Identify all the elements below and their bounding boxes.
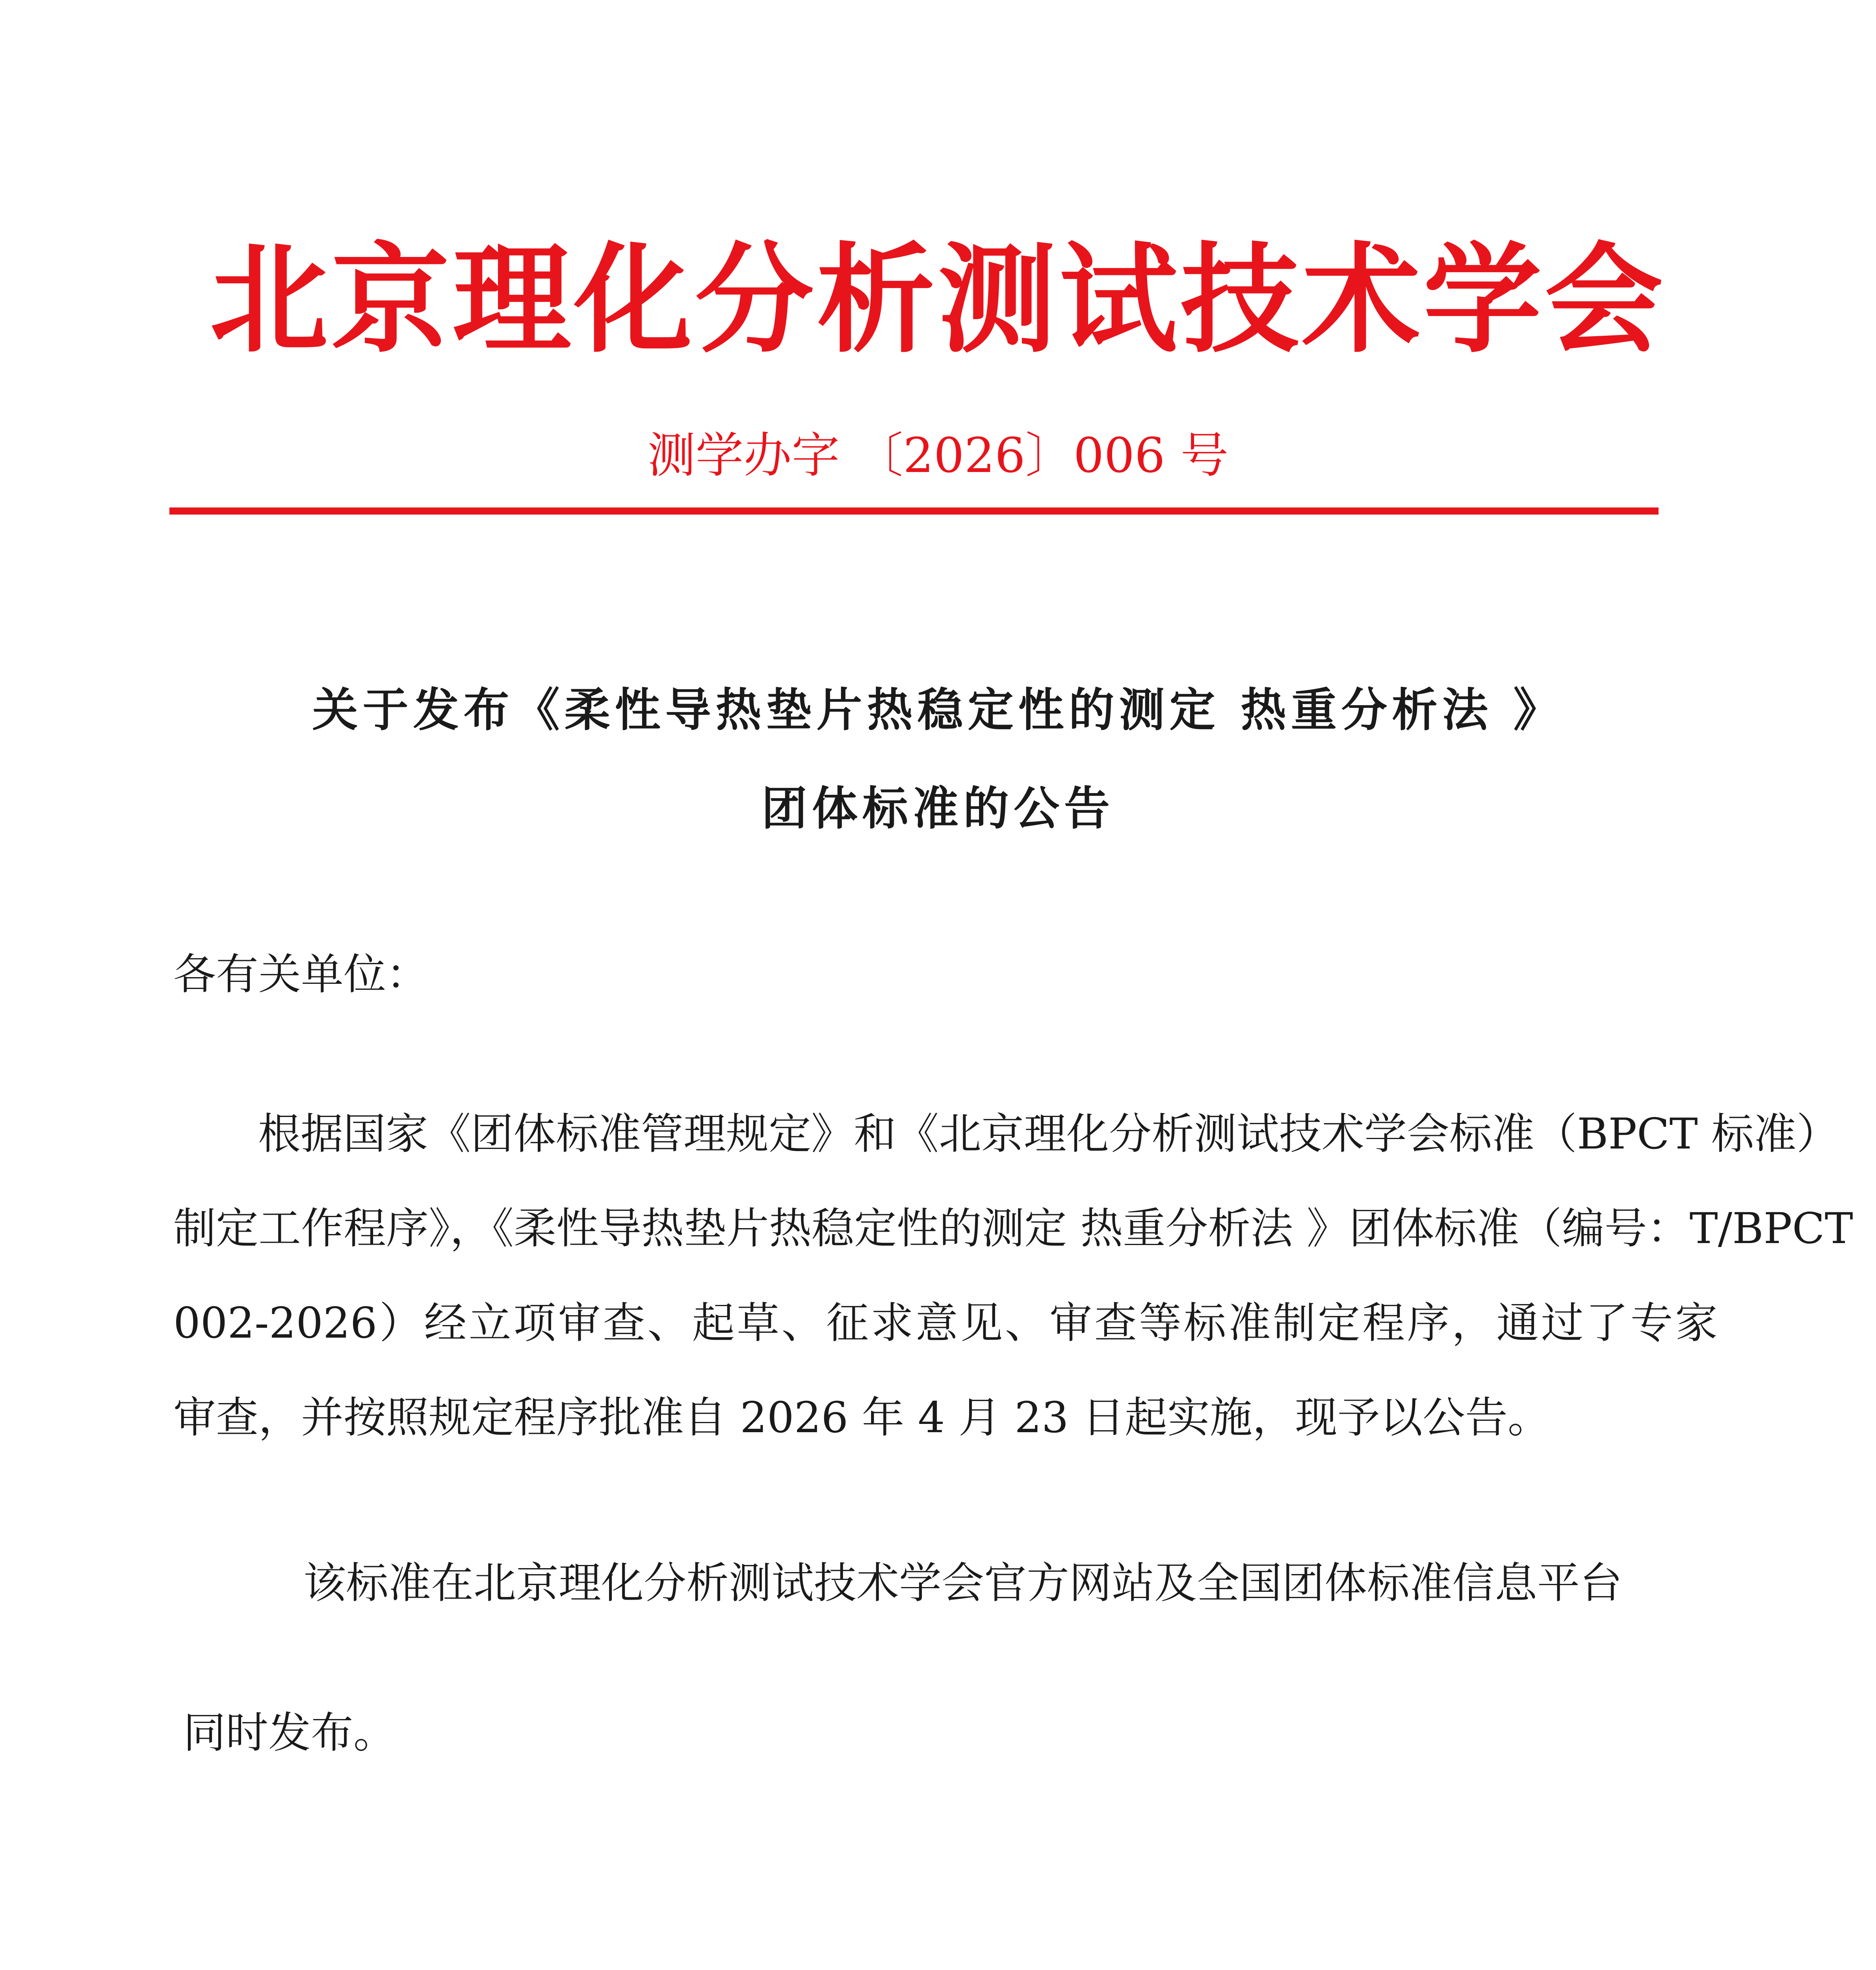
salutation: 各有关单位： [173,950,429,999]
notice-title-line-1: 关于发布《柔性导热垫片热稳定性的测定 热重分析法 》 [312,684,1564,737]
organization-title: 北京理化分析测试技术学会 [210,230,1666,369]
paragraph-1-line-2: 制定工作程序》，《柔性导热垫片热稳定性的测定 热重分析法 》团体标准（编号：T/BPCT [173,1204,1853,1253]
paragraph-2-line-2: 同时发布。 [183,1708,396,1758]
notice-title-line-2: 团体标准的公告 [762,782,1114,835]
paragraph-1-line-1: 根据国家《团体标准管理规定》和《北京理化分析测试技术学会标准（BPCT 标准） [258,1110,1839,1159]
red-divider-line [169,507,1659,515]
paragraph-1-line-3: 002-2026）经立项审查、起草、征求意见、审查等标准制定程序，通过了专家 [173,1299,1718,1348]
document-number: 测学办字 〔2026〕006 号 [647,427,1229,483]
paragraph-1-line-4: 审查，并按照规定程序批准自 2026 年 4 月 23 日起实施，现予以公告。 [173,1393,1550,1442]
paragraph-2-line-1: 该标准在北京理化分析测试技术学会官方网站及全国团体标准信息平台 [303,1559,1623,1608]
